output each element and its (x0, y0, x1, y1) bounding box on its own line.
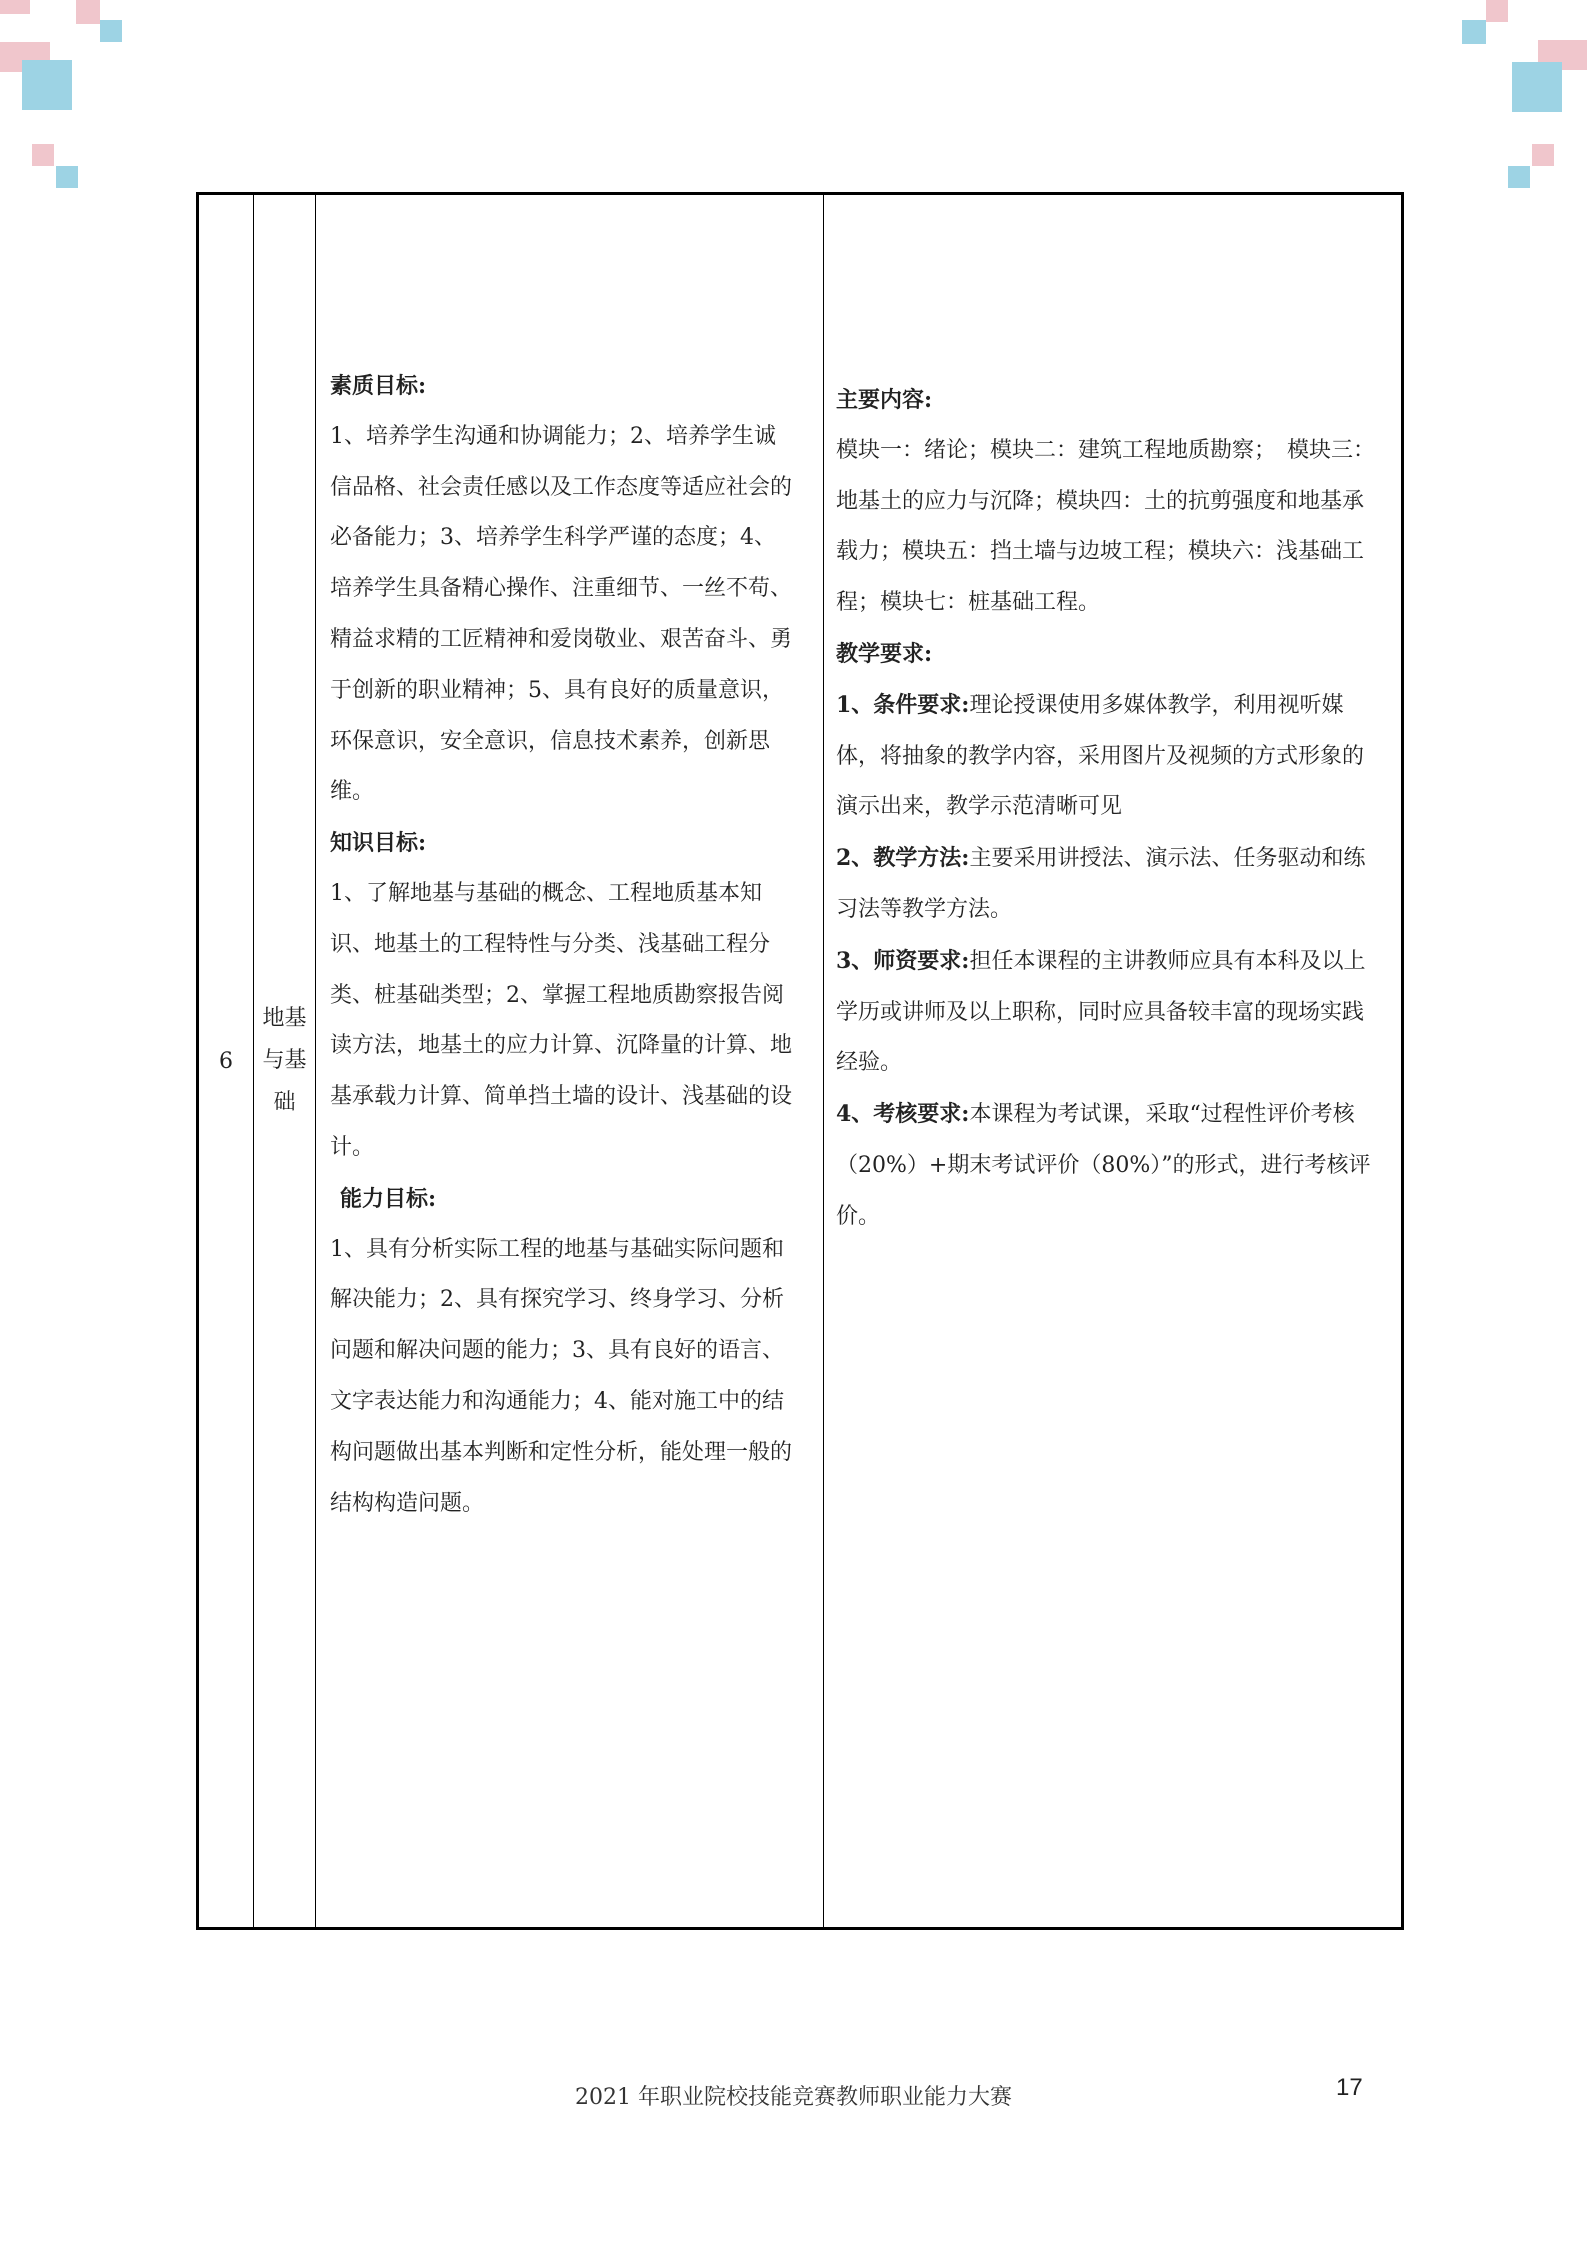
corner-decoration-square (1508, 166, 1530, 188)
knowledge-goals-heading: 知识目标: (330, 830, 427, 857)
corner-decoration-square (56, 166, 78, 188)
requirement-text: 理论授课使用多媒体教学，利用视听媒体，将抽象的教学内容，采用图片及视频的方式形象的演示出来，教学示范清晰可见 (836, 692, 1365, 820)
course-name-line: 与基 (262, 1048, 307, 1073)
course-table (196, 192, 1404, 1930)
course-name-line: 地基 (262, 1006, 307, 1031)
requirement-item (836, 1089, 1379, 1242)
corner-decoration-square (76, 0, 100, 24)
quality-goals-heading: 素质目标: (330, 373, 427, 399)
corner-decoration-square (32, 144, 54, 166)
corner-decoration-square (1532, 144, 1554, 166)
main-content-heading: 主要内容: (836, 387, 933, 413)
quality-goals-text: 1、培养学生沟通和协调能力；2、培养学生诚信品格、社会责任感以及工作态度等适应社会的必备能力；3、培养学生科学严谨的态度；4、培养学生具备精心操作、注重细节、一丝不苟、精益求精的工匠精神和爱岗敬业、艰苦奋斗、勇于创新的职业精神；5、具有良好的质量意识，环保意识，安全意识，信息技术素养，创新思维。 (330, 423, 793, 805)
corner-decoration-square (22, 60, 72, 110)
requirement-text: 主要采用讲授法、演示法、任务驱动和练习法等教学方法。 (836, 846, 1366, 922)
requirement-item (836, 936, 1379, 1089)
requirement-item (836, 833, 1379, 936)
requirement-item (836, 680, 1379, 833)
corner-decoration-square (1486, 0, 1508, 22)
row-number: 6 (219, 1048, 233, 1074)
corner-decoration-square (1512, 62, 1562, 112)
footer-title: 2021 年职业院校技能竞赛教师职业能力大赛 (575, 2085, 1012, 2110)
requirement-label: 3、师资要求: (836, 947, 970, 974)
course-name-line: 础 (273, 1090, 296, 1115)
course-content-cell (824, 194, 1403, 1929)
knowledge-goals-text: 1、了解地基与基础的概念、工程地质基本知识、地基土的工程特性与分类、浅基础工程分类、桩基础类型；2、掌握工程地质勘察报告阅读方法，地基土的应力计算、沉降量的计算、地基承载力计算、简单挡土墙的设计、浅基础的设计。 (330, 880, 793, 1160)
requirement-label: 1、条件要求: (836, 691, 970, 718)
main-content-text: 模块一：绪论；模块二：建筑工程地质勘察； 模块三：地基土的应力与沉降；模块四：土的抗剪强度和地基承载力；模块五：挡土墙与边坡工程；模块六：浅基础工程；模块七：桩基础工程。 (836, 437, 1376, 616)
requirement-label: 4、考核要求: (836, 1101, 970, 1128)
teaching-requirements-heading: 教学要求: (836, 640, 933, 667)
corner-decoration-square (1462, 20, 1486, 44)
requirement-text: 担任本课程的主讲教师应具有本科及以上学历或讲师及以上职称，同时应具备较丰富的现场实践经验。 (836, 948, 1366, 1076)
ability-goals-text: 1、具有分析实际工程的地基与基础实际问题和解决能力；2、具有探究学习、终身学习、分析问题和解决问题的能力；3、具有良好的语言、文字表达能力和沟通能力；4、能对施工中的结构问题做出基本判断和定性分析，能处理一般的结构构造问题。 (330, 1236, 793, 1516)
corner-decoration-square (100, 20, 122, 42)
corner-decoration-square (0, 0, 30, 14)
course-goals-cell (316, 194, 824, 1929)
row-number-cell (198, 194, 254, 1929)
ability-goals-heading: 能力目标: (340, 1185, 437, 1212)
requirement-text: 本课程为考试课，采取“过程性评价考核（20%）+期末考试评价（80%）”的形式，进行考核评价。 (836, 1102, 1371, 1229)
course-name-cell (254, 194, 316, 1929)
requirement-label: 2、教学方法: (836, 845, 970, 872)
table-row (198, 194, 1403, 1929)
page-number: 17 (1336, 2074, 1363, 2101)
